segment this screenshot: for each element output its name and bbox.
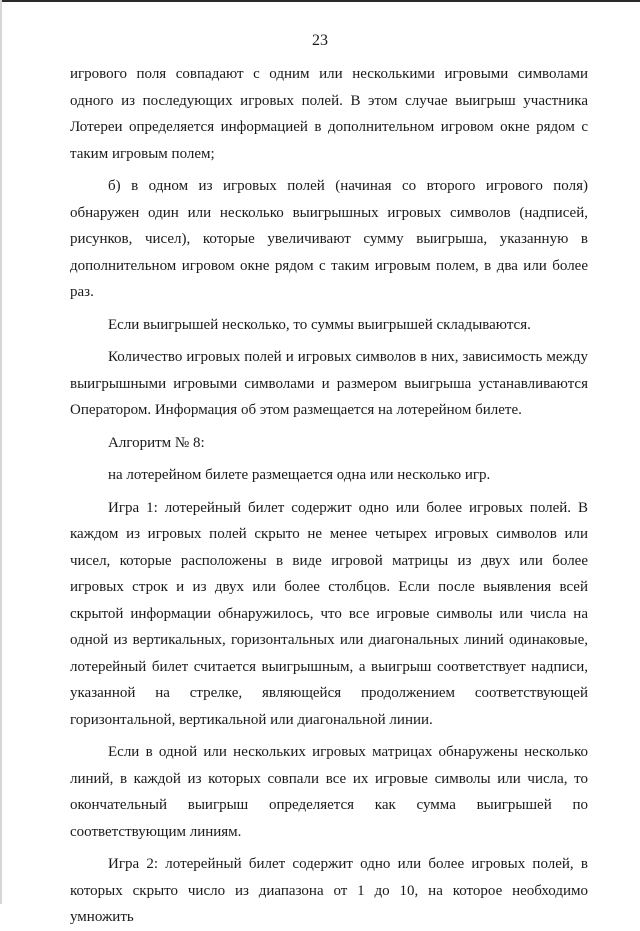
paragraph-1: игрового поля совпадают с одним или несколькими игровыми символами одного из последующих игровых полей. В этом случае выигрыш участника Лотереи определяется информацией в дополнительном игровом окне рядом с таким игровым полем; (70, 66, 588, 162)
paragraph-game-2: Игра 2: лотерейный билет содержит одно или более игровых полей, в которых скрыто число из диапазона от 1 до 10, на которое необходимо умножить (70, 856, 588, 925)
paragraph-algorithm-heading: Алгоритм № 8: (108, 434, 205, 451)
scan-edge-top (0, 0, 640, 2)
paragraph-3: Если выигрышей несколько, то суммы выигрышей складываются. (108, 316, 531, 333)
body-text (70, 61, 588, 931)
paragraph-6: на лотерейном билете размещается одна или несколько игр. (108, 467, 491, 483)
page-number: 23 (312, 32, 328, 49)
paragraph-8: Если в одной или нескольких игровых матрицах обнаружены несколько линий, в каждой из которых совпали все их игровые символы или числа, то окончательный выигрыш определяется как сумма выигрышей по соответствующим линиям. (70, 744, 588, 840)
scan-edge-left (0, 0, 2, 904)
paragraph-game-1: Игра 1: лотерейный билет содержит одно или более игровых полей. В каждом из игровых полей скрыто не менее четырех игровых символов или чисел, которые расположены в виде игровой матрицы из двух или более игровых строк и из двух или более столбцов. Если после выявления всей скрытой информации обнаружилось, что все игровые символы или числа на одной из вертикальных, горизонтальных или диагональных линий одинаковые, лотерейный билет считается выигрышным, а выигрыш соответствует надписи, указанной на стрелке, являющейся продолжением соответствующей горизонтальной, вертикальной или диагональной линии. (70, 499, 588, 728)
paragraph-2: б) в одном из игровых полей (начиная со второго игрового поля) обнаружен один или несколько выигрышных игровых символов (надписей, рисунков, чисел), которые увеличивают сумму выигрыша, указанную в дополнительном игровом окне рядом с таким игровым полем, в два или более раз. (70, 178, 588, 300)
paragraph-4: Количество игровых полей и игровых символов в них, зависимость между выигрышными игровыми символами и размером выигрыша устанавливаются Оператором. Информация об этом размещается на лотерейном билете. (70, 349, 588, 418)
